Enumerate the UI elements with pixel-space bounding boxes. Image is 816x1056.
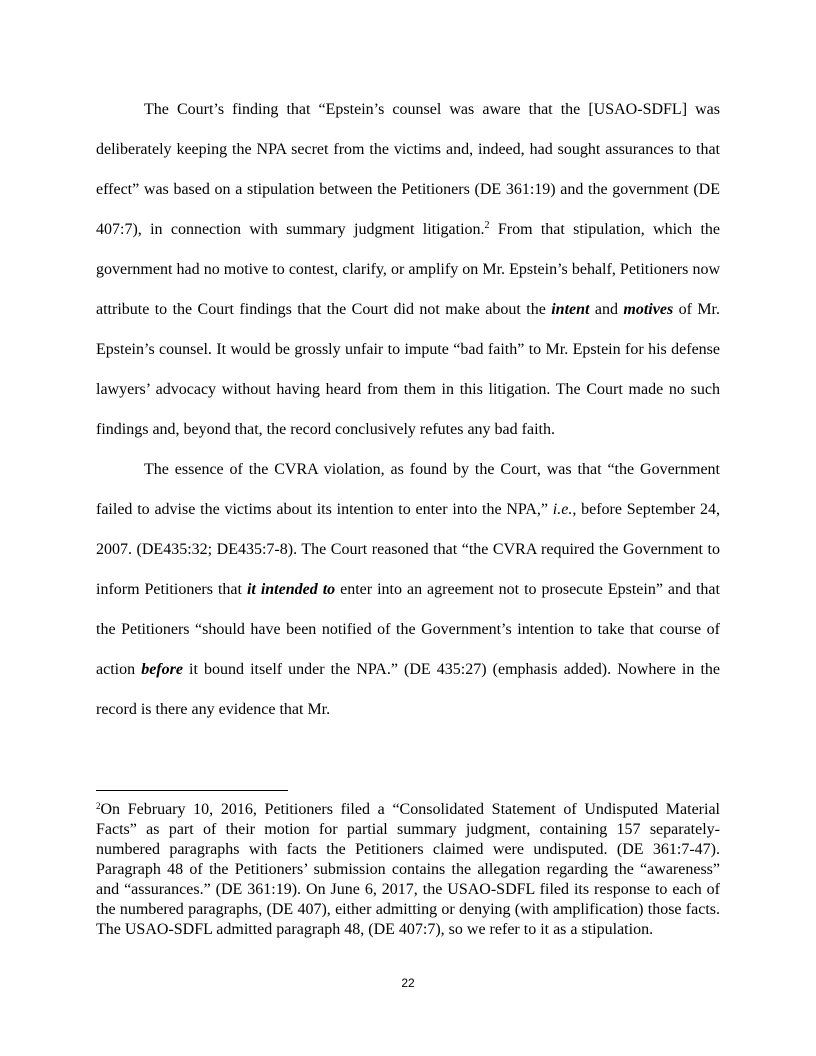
emphasis-before: before bbox=[141, 661, 183, 678]
paragraph-1-segment-5: and bbox=[589, 301, 624, 318]
emphasis-motives: motives bbox=[623, 301, 674, 318]
footnote-reference: 2 bbox=[484, 220, 490, 231]
paragraph-1-segment-7: of Mr. Epstein’s counsel. It would be grossly unfair to impute “bad faith” to Mr. Epstein for his defense lawyers’ advocacy without having heard from them in this litigation. The Court made no such findings and, beyond that, the record conclusively refutes any bad faith. bbox=[96, 301, 721, 438]
paragraph-1 bbox=[96, 90, 720, 450]
paragraph-2-segment-7: it bound itself under the NPA.” (DE 435:27) (emphasis added). Nowhere in the record is there any evidence that Mr. bbox=[96, 661, 721, 718]
footnote bbox=[96, 800, 720, 940]
footnote-marker: 2 bbox=[96, 801, 101, 811]
document-body bbox=[96, 90, 720, 730]
paragraph-2-segment-5: enter into an agreement not to prosecute Epstein” and that the Petitioners “should have been notified of the Government’s intention to take that course of action bbox=[96, 581, 720, 678]
emphasis-ie: i.e., bbox=[552, 501, 577, 518]
paragraph-1-segment-3: From that stipulation, which the government had no motive to contest, clarify, or amplify on Mr. Epstein’s behalf, Petitioners now attribute to the Court findings that the Court did not make about the bbox=[96, 221, 720, 318]
paragraph-2 bbox=[96, 450, 720, 730]
footnote-text: On February 10, 2016, Petitioners filed a “Consolidated Statement of Undisputed Material Facts” as part of their motion for partial summary judgment, containing 157 separately-numbered paragraphs with facts the Petitioners claimed were undisputed. (DE 361:7-47). Paragraph 48 of the Petitioners’ submission contains the allegation regarding the “awareness” and “assurances.” (DE 361:19). On June 6, 2017, the USAO-SDFL filed its response to each of the numbered paragraphs, (DE 407), either admitting or denying (with amplification) those facts. The USAO-SDFL admitted paragraph 48, (DE 407:7), so we refer to it as a stipulation. bbox=[96, 801, 720, 938]
paragraph-1-segment-1: The Court’s finding that “Epstein’s counsel was aware that the [USAO-SDFL] was deliberately keeping the NPA secret from the victims and, indeed, had sought assurances to that effect” was based on a stipulation between the Petitioners (DE 361:19) and the government (DE 407:7), in connection with summary judgment litigation. bbox=[96, 101, 720, 238]
paragraph-2-segment-1: The essence of the CVRA violation, as found by the Court, was that “the Government failed to advise the victims about its intention to enter into the NPA,” bbox=[96, 461, 720, 518]
footnote-separator bbox=[96, 790, 288, 791]
paragraph-2-segment-3: before September 24, 2007. (DE435:32; DE435:7-8). The Court reasoned that “the CVRA required the Government to inform Petitioners that bbox=[96, 501, 720, 598]
emphasis-it-intended-to: it intended to bbox=[246, 581, 336, 598]
emphasis-intent: intent bbox=[551, 301, 590, 318]
page-number: 22 bbox=[401, 976, 415, 990]
